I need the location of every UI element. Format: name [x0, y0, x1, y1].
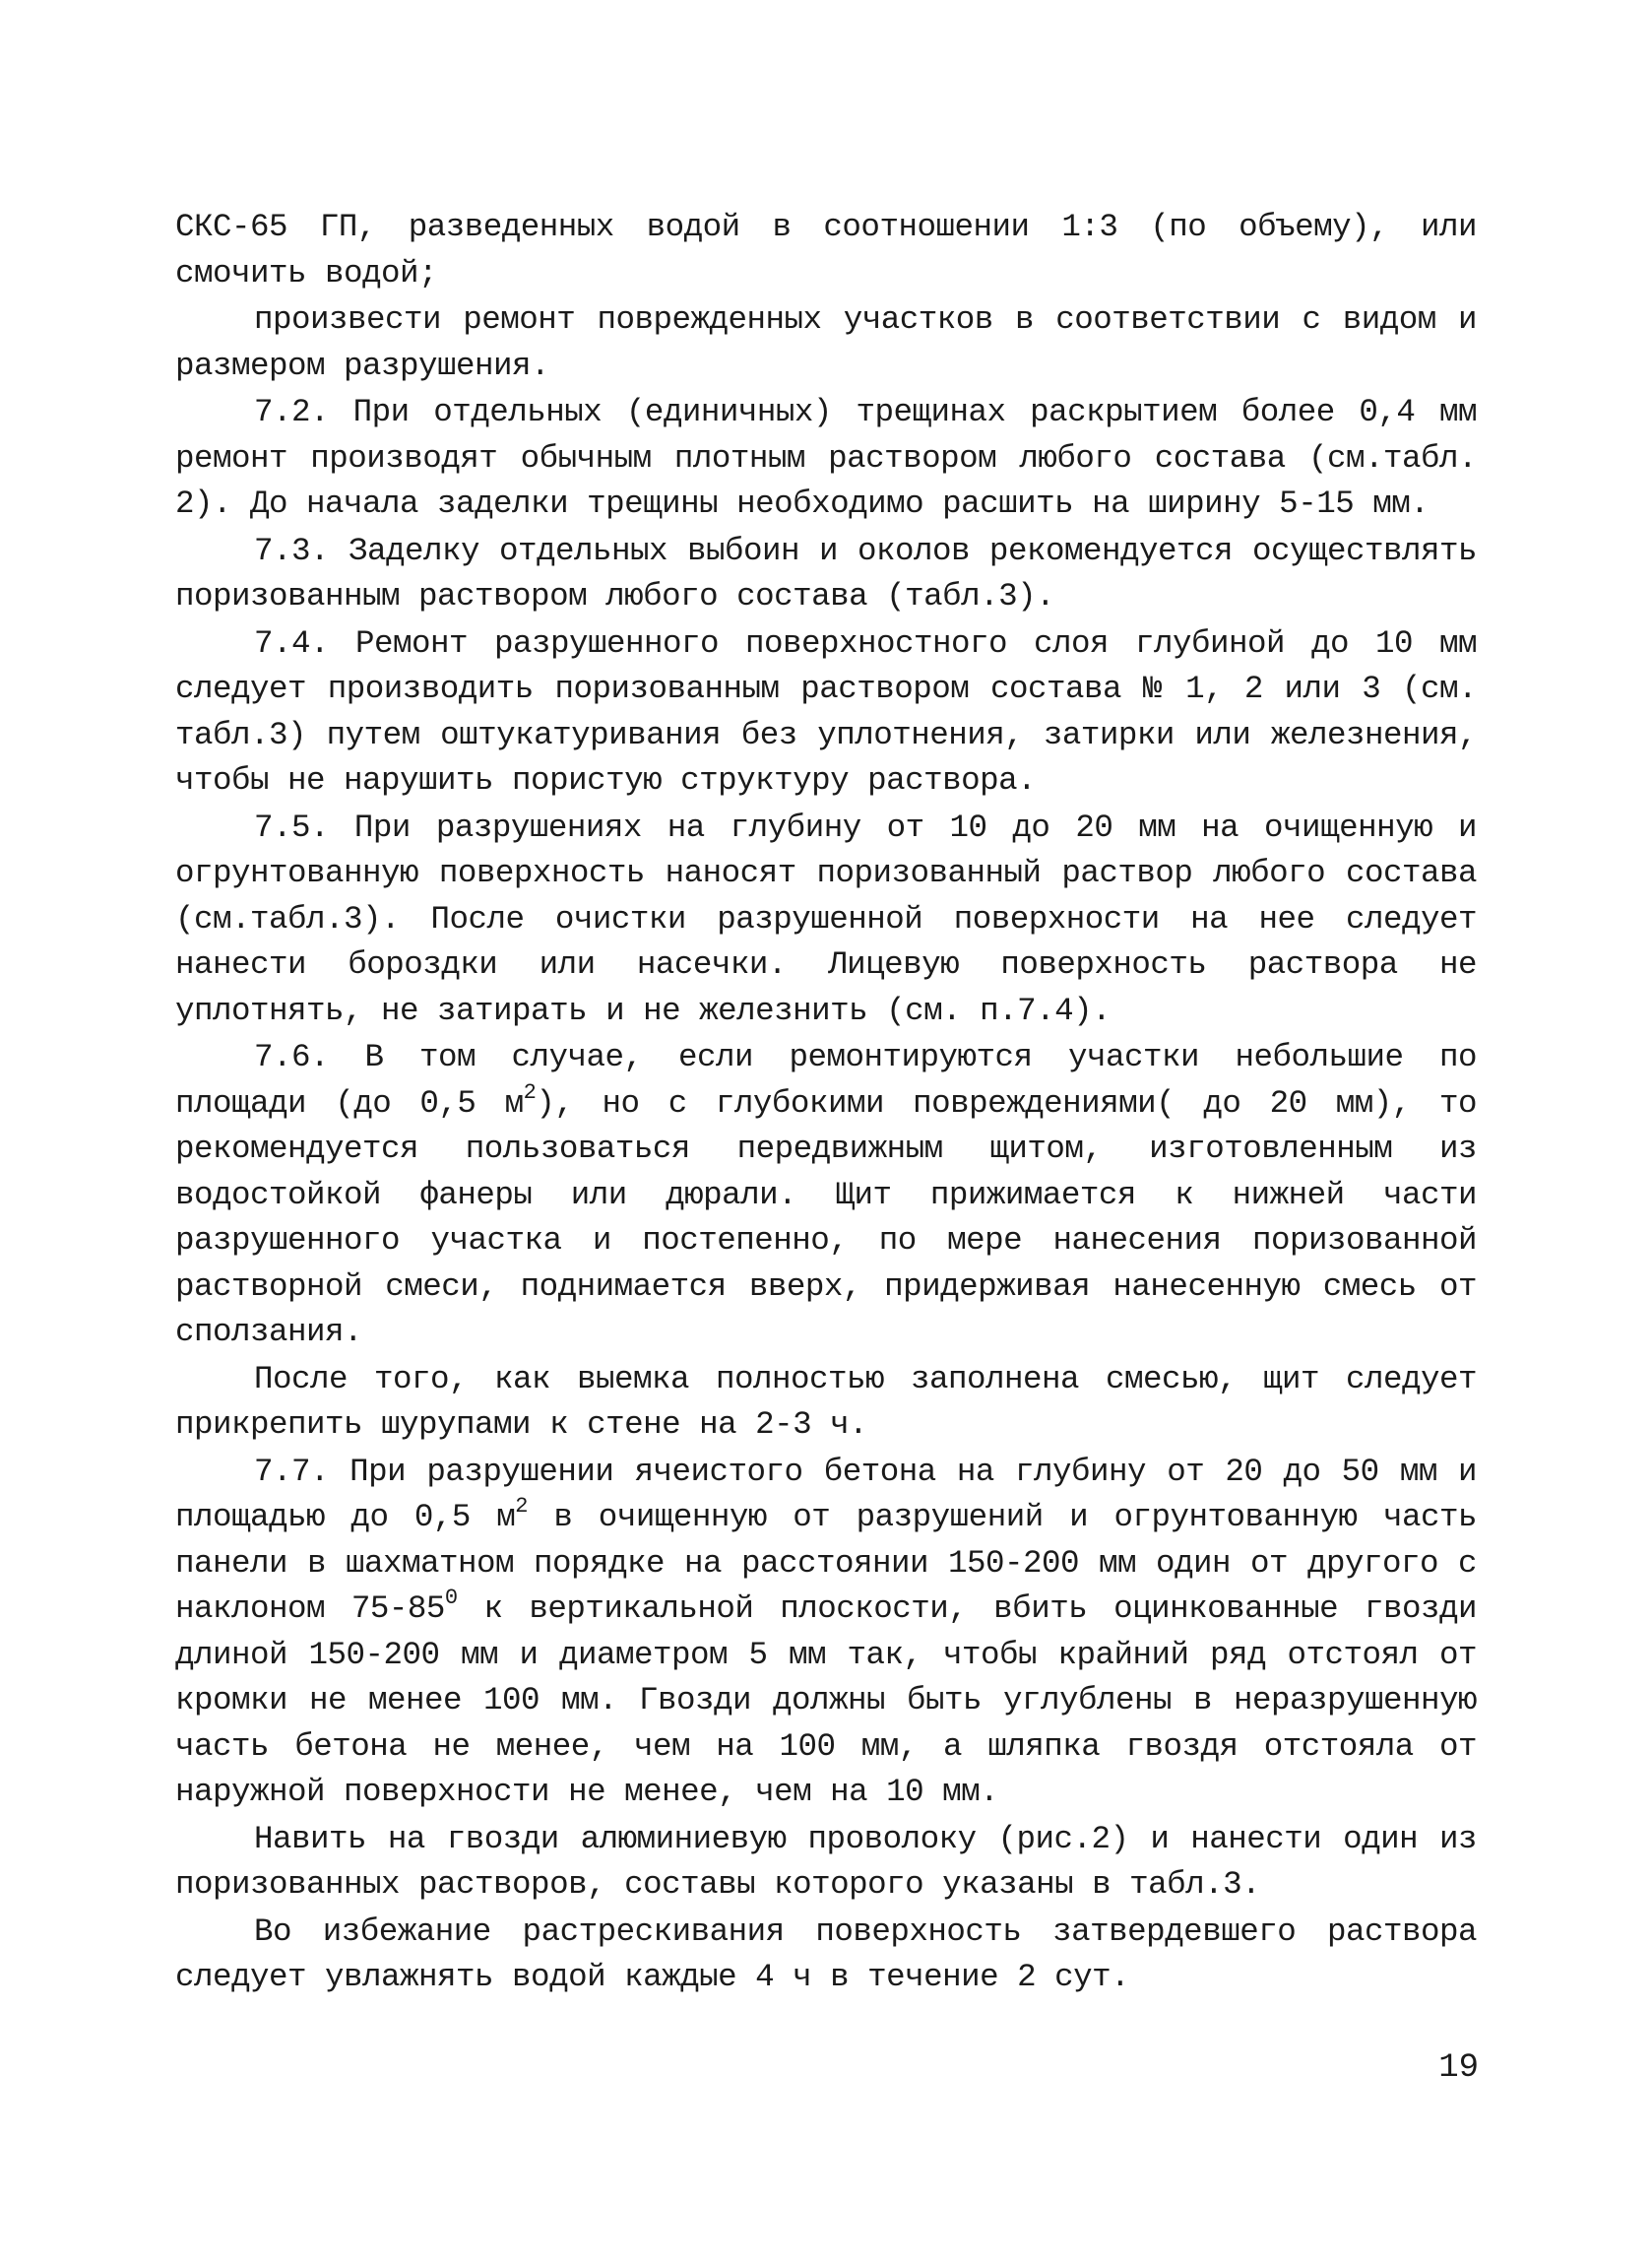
- paragraph-shield-fixing: После того, как выемка полностью заполнена смесью, щит следует прикрепить шурупами к стене на 2-3 ч.: [175, 1360, 1477, 1443]
- page-number: 19: [1438, 2049, 1479, 2087]
- paragraph-7-7-part-3: к вертикальной плоскости, вбить оцинкованные гвозди длиной 150-200 мм и диаметром 5 мм так, чтобы крайний ряд отстоял от кромки не менее 100 мм. Гвозди должны быть углублены в неразрушенную часть бетона не менее, чем на 100 мм, а шляпка гвоздя отстояла от наружной поверхности не менее, чем на 10 мм.: [175, 1590, 1477, 1810]
- paragraph-continuation: СКС-65 ГП, разведенных водой в соотношении 1:3 (по объему), или смочить водой;: [175, 209, 1477, 292]
- paragraph-7-2: 7.2. При отдельных (единичных) трещинах раскрытием более 0,4 мм ремонт производят обычным плотным раствором любого состава (см.табл. 2). До начала заделки трещины необходимо расшить на ширину 5-15 мм.: [175, 394, 1477, 522]
- paragraph-7-6-part-1: 7.6. В том случае, если ремонтируются участки небольшие по площади (до 0,5 м: [175, 1039, 1477, 1122]
- body-text: [175, 205, 1477, 2001]
- paragraph-7-7-part-1: 7.7. При разрушении ячеистого бетона на глубину от 20 до 50 мм и площадью до 0,5 м: [175, 1453, 1477, 1535]
- superscript-square: 2: [523, 1079, 537, 1105]
- paragraph-7-6-part-2: ), но с глубокими повреждениями( до 20 мм), то рекомендуется пользоваться передвижным щитом, изготовленным из водостойкой фанеры или дюрали. Щит прижимается к нижней части разрушенного участка и постепенно, по мере нанесения поризованной растворной смеси, поднимается вверх, придерживая нанесенную смесь от сползания.: [175, 1084, 1477, 1350]
- paragraph-repair-instruction: произвести ремонт поврежденных участков в соответствии с видом и размером разрушения.: [175, 301, 1477, 384]
- paragraph-7-6: [175, 1035, 1477, 1356]
- superscript-square: 2: [515, 1494, 528, 1519]
- paragraph-7-7-part-2: в очищенную от разрушений и огрунтованную часть панели в шахматном порядке на расстоянии 150-200 мм один от другого с наклоном 75-85: [175, 1499, 1477, 1627]
- paragraph-7-5: 7.5. При разрушениях на глубину от 10 до 20 мм на очищенную и огрунтованную поверхность наносят поризованный раствор любого состава (см.табл.3). После очистки разрушенной поверхности на нее следует нанести бороздки или насечки. Лицевую поверхность раствора не уплотнять, не затирать и не железнить (см. п.7.4).: [175, 809, 1477, 1029]
- paragraph-curing: Во избежание растрескивания поверхность затвердевшего раствора следует увлажнять водой каждые 4 ч в течение 2 сут.: [175, 1912, 1477, 1995]
- paragraph-wire-winding: Навить на гвозди алюминиевую проволоку (рис.2) и нанести один из поризованных растворов, составы которого указаны в табл.3.: [175, 1820, 1477, 1903]
- superscript-degree: 0: [444, 1586, 458, 1610]
- paragraph-7-4: 7.4. Ремонт разрушенного поверхностного слоя глубиной до 10 мм следует производить поризованным раствором состава № 1, 2 или 3 (см. табл.3) путем оштукатуривания без уплотнения, затирки или железнения, чтобы не нарушить пористую структуру раствора.: [175, 624, 1477, 799]
- paragraph-7-7: [175, 1450, 1477, 1816]
- paragraph-7-3: 7.3. Заделку отдельных выбоин и околов рекомендуется осуществлять поризованным раствором любого состава (табл.3).: [175, 532, 1477, 615]
